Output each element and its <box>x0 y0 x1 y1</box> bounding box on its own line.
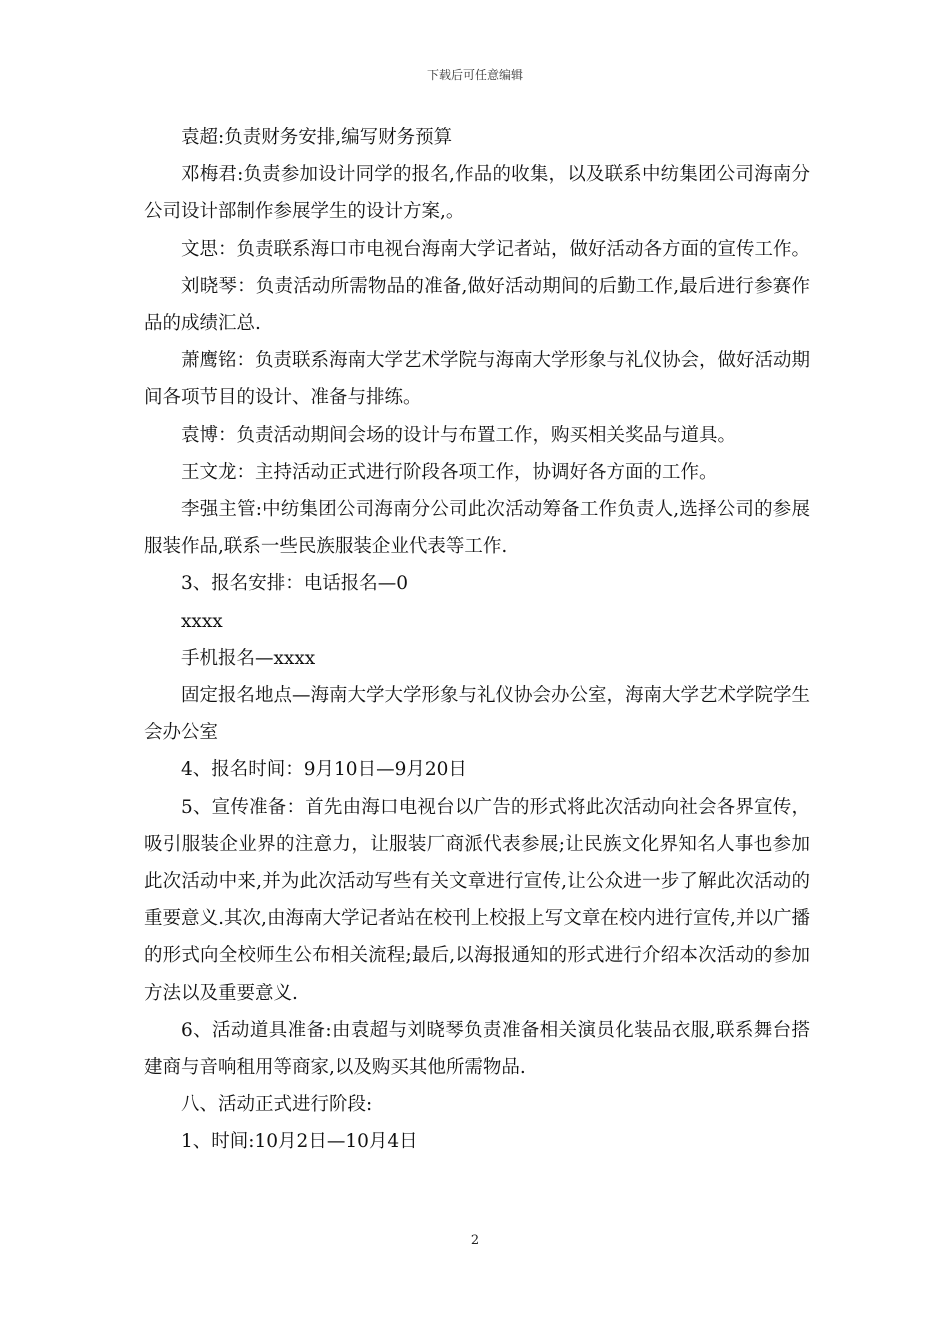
paragraph-publicity-prep: 5、宣传准备：首先由海口电视台以广告的形式将此次活动向社会各界宣传，吸引服装企业界的注意力，让服装厂商派代表参展;让民族文化界知名人事也参加此次活动中来,并为此次活动写些有关文章进行宣传,让公众进一步了解此次活动的重要意义.其次,由海南大学记者站在校刊上校报上写文章在校内进行宣传,并以广播的形式向全校师生公布相关流程;最后,以海报通知的形式进行介绍本次活动的参加方法以及重要意义. <box>144 796 810 1004</box>
paragraph-logistics-lead: 刘晓琴：负责活动所需物品的准备,做好活动期间的后勤工作,最后进行参赛作品的成绩汇总. <box>144 275 810 335</box>
paragraph-registration-phone: 3、报名安排：电话报名—0 <box>181 573 409 595</box>
paragraph-registration-time: 4、报名时间：9月10日—9月20日 <box>181 759 467 781</box>
paragraph-venue-lead: 袁博：负责活动期间会场的设计与布置工作，购买相关奖品与道具。 <box>181 424 737 446</box>
paragraph-props-prep: 6、活动道具准备:由袁超与刘晓琴负责准备相关演员化装品衣服,联系舞台搭建商与音响租用等商家,以及购买其他所需物品. <box>144 1019 810 1079</box>
paragraph-publicity-lead: 文思：负责联系海口市电视台海南大学记者站，做好活动各方面的宣传工作。 <box>181 238 811 260</box>
paragraph-registration-lead: 邓梅君:负责参加设计同学的报名,作品的收集，以及联系中纺集团公司海南分公司设计部制作参展学生的设计方案,。 <box>144 164 810 223</box>
paragraph-registration-location: 固定报名地点—海南大学大学形象与礼仪协会办公室，海南大学艺术学院学生会办公室 <box>144 685 811 744</box>
paragraph-host: 王文龙：主持活动正式进行阶段各项工作，协调好各方面的工作。 <box>181 461 718 483</box>
paragraph-mobile-registration: 手机报名—xxxx <box>181 647 316 669</box>
section-heading-formal-stage: 八、活动正式进行阶段: <box>181 1094 373 1116</box>
paragraph-company-manager: 李强主管:中纺集团公司海南分公司此次活动筹备工作负责人,选择公司的参展服装作品,联系一些民族服装企业代表等工作. <box>144 499 810 558</box>
paragraph-finance: 袁超:负责财务安排,编写财务预算 <box>181 127 453 148</box>
paragraph-phone-number: xxxx <box>181 610 223 632</box>
paragraph-event-time: 1、时间:10月2日—10月4日 <box>181 1131 418 1153</box>
page-header: 下载后可任意编辑 <box>426 68 523 82</box>
document-body <box>144 119 810 1161</box>
page-number: 2 <box>470 1233 480 1248</box>
paragraph-program-lead: 萧鹰铭：负责联系海南大学艺术学院与海南大学形象与礼仪协会，做好活动期间各项节目的设计、准备与排练。 <box>144 350 811 409</box>
